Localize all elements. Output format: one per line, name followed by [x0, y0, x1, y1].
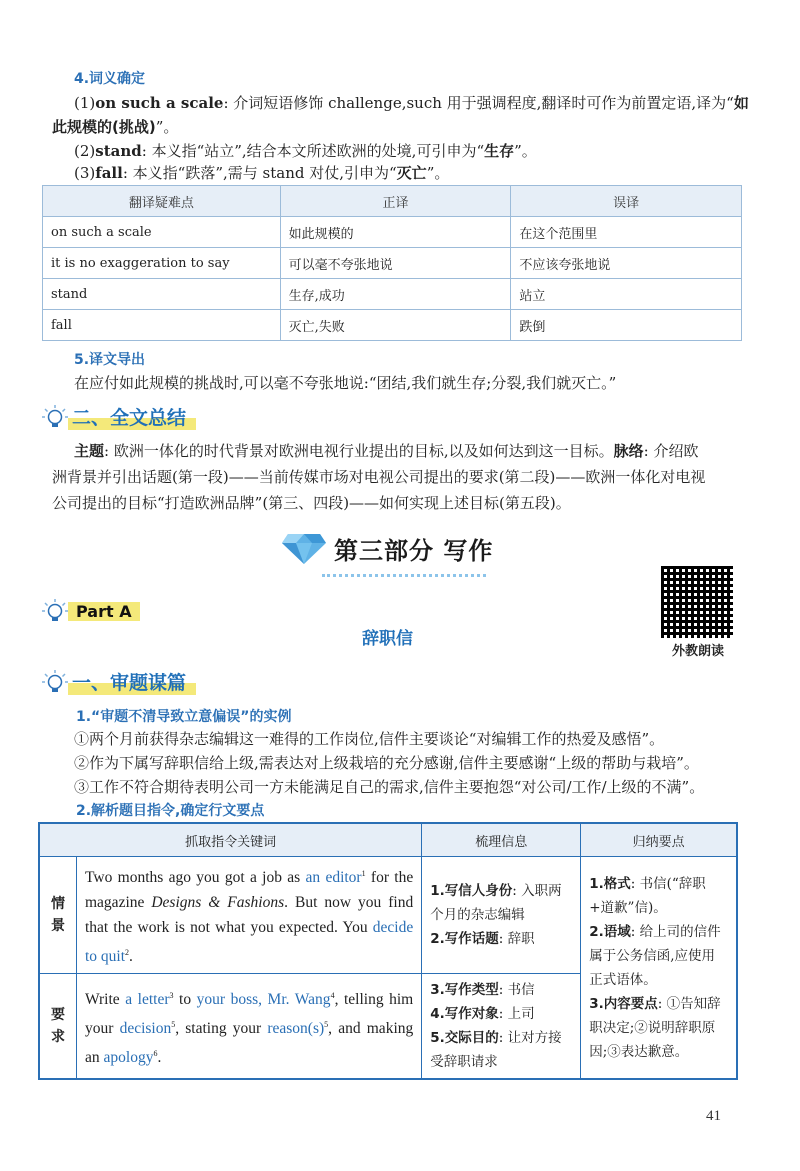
summary-line-2: 洲背景并引出话题(第一段)——当前传媒市场对电视公司提出的要求(第二段)——欧洲一体化对电视: [52, 468, 706, 486]
table-header: 误译: [511, 186, 742, 217]
table-header-row: [39, 823, 737, 857]
info-item: 5.交际目的: 让对方接受辞职请求: [430, 1030, 562, 1071]
table-header: 抓取指令关键词: [39, 823, 422, 857]
review-item-2: ②作为下属写辞职信给上级,需表达对上级栽培的充分感谢,信件主要感谢“上级的帮助与栽培”。: [74, 754, 699, 772]
table-cell: 跌倒: [511, 310, 742, 341]
row-label-situation: 情 景: [39, 857, 77, 974]
review-item-1: ①两个月前获得杂志编辑这一难得的工作岗位,信件主要谈论“对编辑工作的热爱及感悟”。: [74, 730, 665, 748]
lightbulb-icon: [42, 404, 68, 430]
table-cell: 如此规模的: [280, 217, 511, 248]
qr-code[interactable]: [661, 566, 733, 638]
lightbulb-icon: [42, 598, 68, 624]
diamond-icon: [282, 530, 326, 566]
table-cell: fall: [43, 310, 281, 341]
summary-line-3: 公司提出的目标“打造欧洲品牌”(第三、四段)——如何实现上述目标(第五段)。: [52, 494, 571, 512]
table-header: 正译: [280, 186, 511, 217]
info-item: 1.写信人身份: 入职两个月的杂志编辑: [430, 883, 562, 924]
table-header: 梳理信息: [422, 823, 581, 857]
summary-line-1: 主题: 欧洲一体化的时代背景对欧洲电视行业提出的目标,以及如何达到这一目标。脉络: 介绍欧: [74, 442, 699, 460]
part-a-header: [42, 598, 140, 624]
table-row: [43, 279, 742, 310]
table-cell: 可以毫不夸张地说: [280, 248, 511, 279]
table-header: 归纳要点: [581, 823, 737, 857]
review-sub1: 1.“审题不清导致立意偏误”的实例: [76, 709, 292, 725]
part-a-title: 辞职信: [362, 629, 413, 649]
analysis-table: [38, 822, 738, 1080]
review-sub2: 2.解析题目指令,确定行文要点: [76, 803, 265, 819]
table-row: [43, 217, 742, 248]
translation-table: [42, 185, 742, 341]
table-cell: 灭亡,失败: [280, 310, 511, 341]
vocab-line-1b: 此规模的(挑战)”。: [52, 118, 179, 136]
writing-title: 第三部分 写作: [334, 536, 494, 565]
table-cell: 站立: [511, 279, 742, 310]
info-item: 3.写作类型: 书信: [430, 982, 535, 999]
row-label-requirement: 要 求: [39, 974, 77, 1080]
situation-text: Two months ago you got a job as an editor$^1$ for the magazine Designs & Fashions. But now you find that the work is not what you expected. You decide to quit$^2$.: [77, 857, 422, 974]
vocab-heading: 4.词义确定: [74, 71, 146, 87]
table-cell: stand: [43, 279, 281, 310]
page-number: 41: [706, 1108, 721, 1124]
key-point: 3.内容要点: ①告知辞职决定;②说明辞职原因;③表达歉意。: [589, 995, 721, 1060]
situation-info: [422, 857, 581, 974]
info-item: 4.写作对象: 上司: [430, 1006, 535, 1023]
review-section-header: [42, 668, 196, 695]
part-a-label: Part A: [68, 602, 140, 621]
title-dotted-underline: [322, 574, 486, 577]
table-cell: 在这个范围里: [511, 217, 742, 248]
requirement-text: Write a letter$^3$ to your boss, Mr. Wang$^4$, telling him your decision$^5$, stating your $reason(s)^5$, and making an apology$^6$.: [77, 974, 422, 1080]
qr-caption: 外教朗读: [671, 644, 724, 659]
key-point: 1.格式: 书信(“辞职+道歉”信)。: [589, 875, 706, 916]
review-item-3: ③工作不符合期待表明公司一方未能满足自己的需求,信件主要抱怨“对公司/工作/上级的不满”。: [74, 778, 705, 796]
table-header: 翻译疑难点: [43, 186, 281, 217]
translation-text: 在应付如此规模的挑战时,可以毫不夸张地说:“团结,我们就生存;分裂,我们就灭亡。”: [74, 374, 617, 392]
table-header-row: [43, 186, 742, 217]
translation-heading: 5.译文导出: [74, 352, 146, 368]
key-points: [581, 857, 737, 1080]
summary-section-header: [42, 403, 196, 430]
table-cell: 不应该夸张地说: [511, 248, 742, 279]
vocab-line-1a: (1)on such a scale: 介词短语修饰 challenge,such 用于强调程度,翻译时可作为前置定语,译为“如: [74, 94, 749, 112]
review-heading: 一、审题谋篇: [68, 668, 196, 695]
part-three-title: [282, 530, 493, 566]
vocab-line-2: (2)stand: 本义指“站立”,结合本文所述欧洲的处境,可引申为“生存”。: [74, 142, 537, 160]
table-row: [43, 310, 742, 341]
summary-heading: 二、全文总结: [68, 403, 196, 430]
vocab-line-3: (3)fall: 本义指“跌落”,需与 stand 对仗,引申为“灭亡”。: [74, 164, 450, 182]
table-cell: it is no exaggeration to say: [43, 248, 281, 279]
table-row: [43, 248, 742, 279]
lightbulb-icon: [42, 669, 68, 695]
requirement-info: [422, 974, 581, 1080]
table-row-situation: [39, 857, 737, 974]
table-cell: 生存,成功: [280, 279, 511, 310]
key-point: 2.语域: 给上司的信件属于公务信函,应使用正式语体。: [589, 923, 721, 988]
table-cell: on such a scale: [43, 217, 281, 248]
info-item: 2.写作话题: 辞职: [430, 931, 535, 948]
